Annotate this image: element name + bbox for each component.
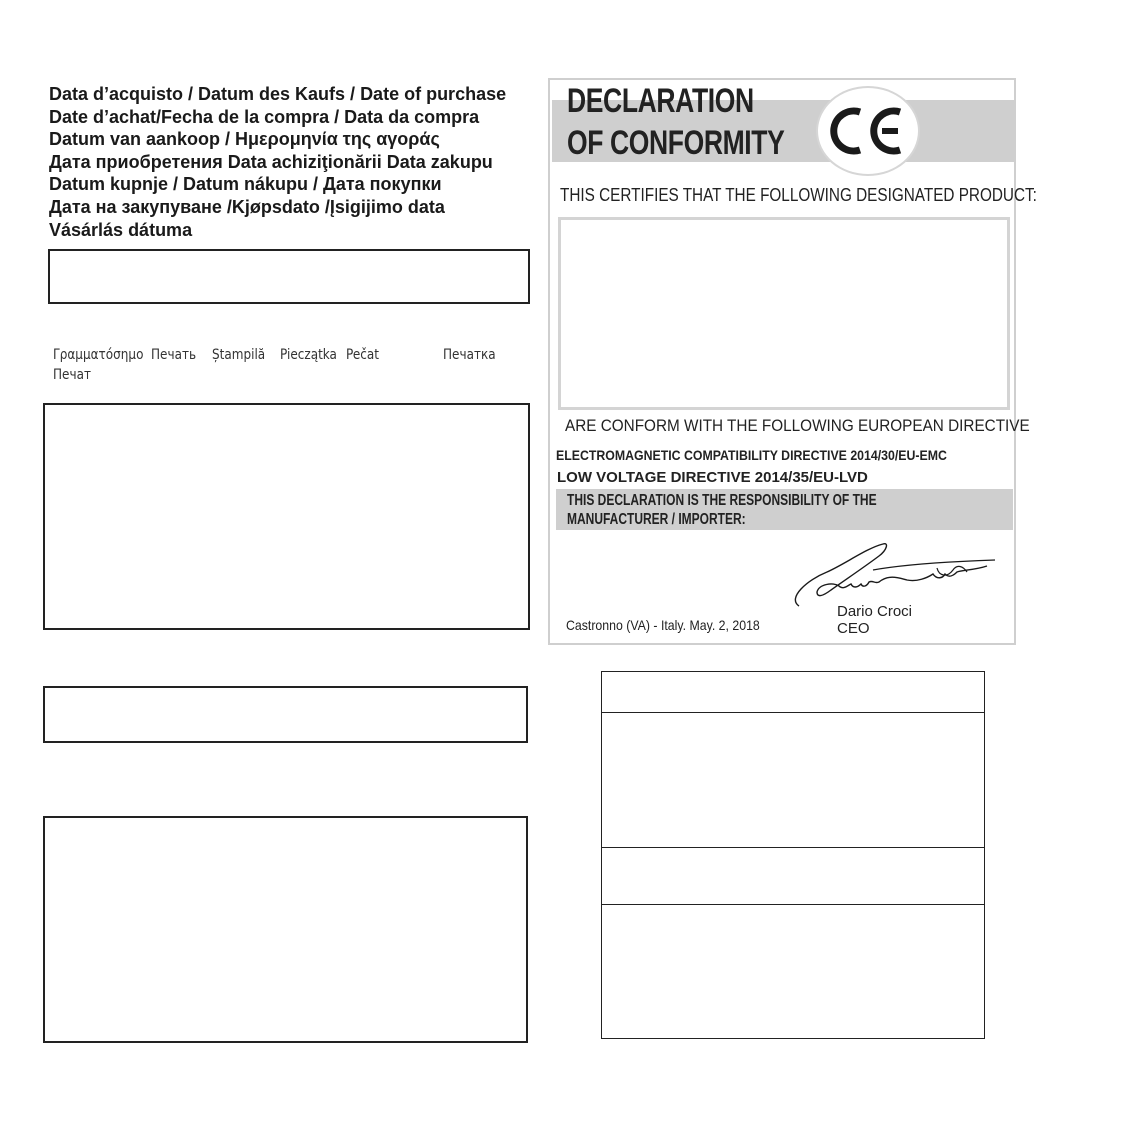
certifies-text: THIS CERTIFIES THAT THE FOLLOWING DESIGNATED PRODUCT:: [560, 185, 1037, 205]
conform-text: ARE CONFORM WITH THE FOLLOWING EUROPEAN DIRECTIVE: [565, 416, 1030, 435]
purchase-date-label: Data d’acquisto / Datum des Kaufs / Date of purchase: [49, 84, 507, 104]
stamp-label-russian: Печать: [151, 347, 197, 363]
form-row-3[interactable]: [602, 848, 984, 905]
form-row-1[interactable]: [602, 672, 984, 713]
purchase-date-label: Datum kupnje / Datum nákupu / Дата покупки: [49, 174, 442, 195]
stamp-label-bulgarian: Печат: [53, 367, 91, 383]
signature: [787, 540, 999, 610]
place-date: Castronno (VA) - Italy. May. 2, 2018: [566, 617, 760, 633]
directive-lvd: LOW VOLTAGE DIRECTIVE 2014/35/EU-LVD: [557, 469, 868, 486]
purchase-date-label: Datum van aankoop / Ημερομηνία της αγοράς: [49, 129, 440, 150]
purchase-date-field[interactable]: [48, 249, 530, 304]
designated-product-box[interactable]: [558, 217, 1010, 410]
form-row-2[interactable]: [602, 713, 984, 848]
purchase-date-label: Дата на закупуване /Kjøpsdato /Įsigijimo data: [49, 196, 445, 217]
purchase-date-label: Дата приобретения Data achiziţionării Data zakupu: [49, 151, 493, 172]
ce-mark-icon: [816, 86, 920, 176]
responsibility-line2: MANUFACTURER / IMPORTER:: [567, 511, 746, 528]
product-info-form: [601, 671, 985, 1039]
purchase-date-label: Date d’achat/Fecha de la compra / Data da compra: [49, 106, 480, 127]
stamp-label-greek: Γραμματόσημο: [53, 347, 144, 363]
stamp-box[interactable]: [43, 403, 530, 630]
stamp-label-romanian: Ștampilă: [212, 347, 266, 363]
declaration-of-conformity-panel: [548, 78, 1037, 645]
declaration-title-line2: OF CONFORMITY: [567, 124, 785, 162]
directive-emc: ELECTROMAGNETIC COMPATIBILITY DIRECTIVE 2014/30/EU-EMC: [556, 447, 947, 463]
stamp-label-ukrainian: Печатка: [443, 347, 496, 363]
purchase-date-label: Vásárlás dátuma: [49, 219, 193, 240]
purchase-date-labels: [49, 83, 549, 241]
stamp-label-polish: Pieczątka: [280, 347, 337, 363]
info-field[interactable]: [43, 686, 528, 743]
responsibility-line1: THIS DECLARATION IS THE RESPONSIBILITY OF THE: [567, 492, 877, 509]
signer-name: Dario Croci: [837, 603, 913, 620]
signer-role: CEO: [837, 620, 870, 637]
notes-box[interactable]: [43, 816, 528, 1043]
form-row-4[interactable]: [602, 905, 984, 1038]
stamp-label-croatian: Pečat: [346, 347, 379, 363]
declaration-title-line1: DECLARATION: [567, 82, 754, 120]
